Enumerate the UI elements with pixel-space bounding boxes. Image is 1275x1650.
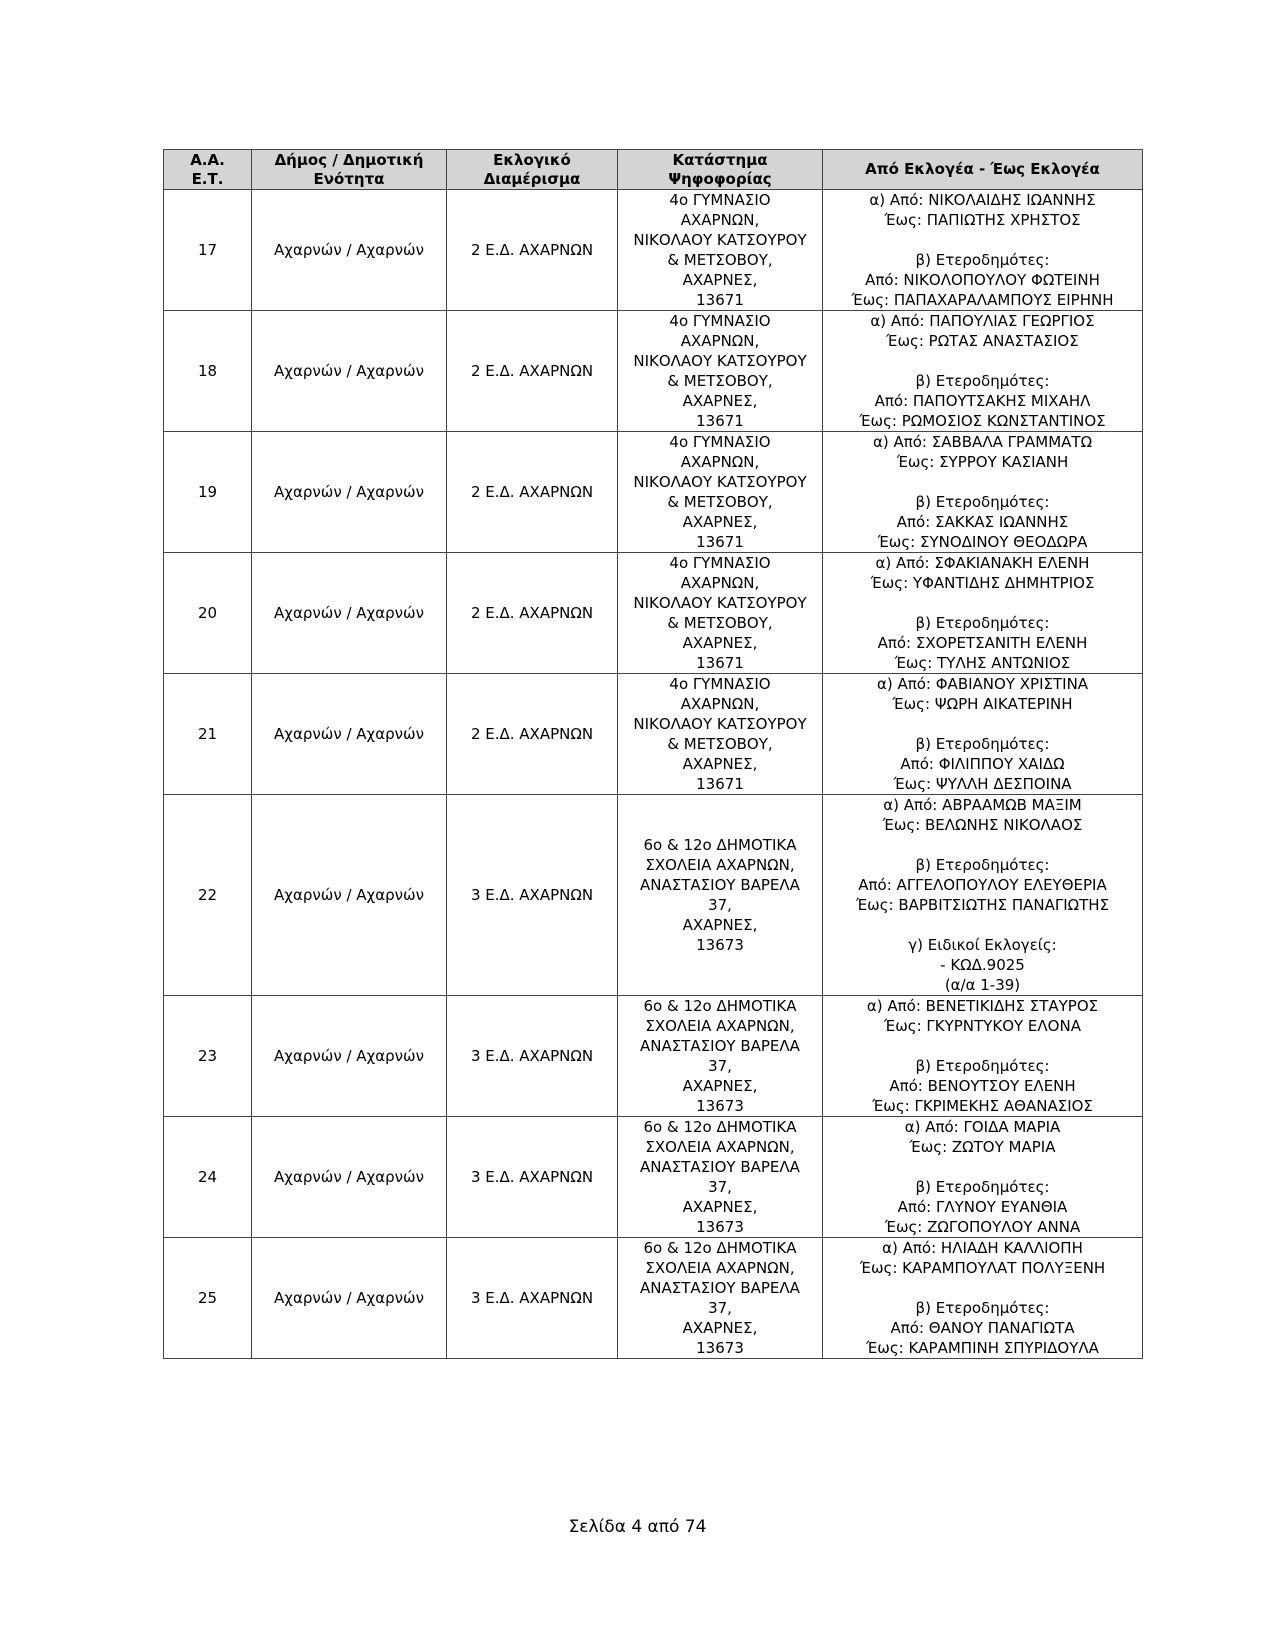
cell-district: 2 Ε.Δ. ΑΧΑΡΝΩΝ (447, 674, 618, 795)
table-header-row (164, 150, 1143, 190)
cell-voter-range: α) Από: ΣΑΒΒΑΛΑ ΓΡΑΜΜΑΤΩ Έως: ΣΥΡΡΟΥ ΚΑΣΙΑΝΗ β) Ετεροδημότες: Από: ΣΑΚΚΑΣ ΙΩΑΝΝΗΣ Έως: ΣΥΝΟΔΙΝΟΥ ΘΕΟΔΩΡΑ (823, 432, 1143, 553)
cell-voter-range: α) Από: ΗΛΙΑΔΗ ΚΑΛΛΙΟΠΗ Έως: ΚΑΡΑΜΠΟΥΛΑΤ ΠΟΛΥΞΕΝΗ β) Ετεροδημότες: Από: ΘΑΝΟΥ ΠΑΝΑΓΙΩΤΑ Έως: ΚΑΡΑΜΠΙΝΗ ΣΠΥΡΙΔΟΥΛΑ (823, 1238, 1143, 1359)
cell-voter-range: α) Από: ΠΑΠΟΥΛΙΑΣ ΓΕΩΡΓΙΟΣ Έως: ΡΩΤΑΣ ΑΝΑΣΤΑΣΙΟΣ β) Ετεροδημότες: Από: ΠΑΠΟΥΤΣΑΚΗΣ ΜΙΧΑΗΛ Έως: ΡΩΜΟΣΙΟΣ ΚΩΝΣΤΑΝΤΙΝΟΣ (823, 311, 1143, 432)
cell-polling-station: 6ο & 12ο ΔΗΜΟΤΙΚΑ ΣΧΟΛΕΙΑ ΑΧΑΡΝΩΝ, ΑΝΑΣΤΑΣΙΟΥ ΒΑΡΕΛΑ 37, ΑΧΑΡΝΕΣ, 13673 (618, 1238, 823, 1359)
cell-municipality: Αχαρνών / Αχαρνών (252, 1238, 447, 1359)
cell-district: 2 Ε.Δ. ΑΧΑΡΝΩΝ (447, 190, 618, 311)
cell-municipality: Αχαρνών / Αχαρνών (252, 311, 447, 432)
table-row (164, 1117, 1143, 1238)
cell-aa: 21 (164, 674, 252, 795)
cell-municipality: Αχαρνών / Αχαρνών (252, 432, 447, 553)
cell-aa: 24 (164, 1117, 252, 1238)
header-polling-station: Κατάστημα Ψηφοφορίας (618, 150, 823, 190)
cell-municipality: Αχαρνών / Αχαρνών (252, 674, 447, 795)
cell-aa: 17 (164, 190, 252, 311)
cell-aa: 23 (164, 996, 252, 1117)
cell-voter-range: α) Από: ΣΦΑΚΙΑΝΑΚΗ ΕΛΕΝΗ Έως: ΥΦΑΝΤΙΔΗΣ ΔΗΜΗΤΡΙΟΣ β) Ετεροδημότες: Από: ΣΧΟΡΕΤΣΑΝΙΤΗ ΕΛΕΝΗ Έως: ΤΥΛΗΣ ΑΝΤΩΝΙΟΣ (823, 553, 1143, 674)
cell-voter-range: α) Από: ΓΟΙΔΑ ΜΑΡΙΑ Έως: ΖΩΤΟΥ ΜΑΡΙΑ β) Ετεροδημότες: Από: ΓΛΥΝΟΥ ΕΥΑΝΘΙΑ Έως: ΖΩΓΟΠΟΥΛΟΥ ΑΝΝΑ (823, 1117, 1143, 1238)
cell-polling-station: 4ο ΓΥΜΝΑΣΙΟ ΑΧΑΡΝΩΝ, ΝΙΚΟΛΑΟΥ ΚΑΤΣΟΥΡΟΥ & ΜΕΤΣΟΒΟΥ, ΑΧΑΡΝΕΣ, 13671 (618, 553, 823, 674)
cell-voter-range: α) Από: ΦΑΒΙΑΝΟΥ ΧΡΙΣΤΙΝΑ Έως: ΨΩΡΗ ΑΙΚΑΤΕΡΙΝΗ β) Ετεροδημότες: Από: ΦΙΛΙΠΠΟΥ ΧΑΙΔΩ Έως: ΨΥΛΛΗ ΔΕΣΠΟΙΝΑ (823, 674, 1143, 795)
cell-voter-range: α) Από: ΒΕΝΕΤΙΚΙΔΗΣ ΣΤΑΥΡΟΣ Έως: ΓΚΥΡΝΤΥΚΟΥ ΕΛΟΝΑ β) Ετεροδημότες: Από: ΒΕΝΟΥΤΣΟΥ ΕΛΕΝΗ Έως: ΓΚΡΙΜΕΚΗΣ ΑΘΑΝΑΣΙΟΣ (823, 996, 1143, 1117)
cell-municipality: Αχαρνών / Αχαρνών (252, 553, 447, 674)
cell-municipality: Αχαρνών / Αχαρνών (252, 190, 447, 311)
page-number: Σελίδα 4 από 74 (568, 1517, 707, 1537)
cell-municipality: Αχαρνών / Αχαρνών (252, 996, 447, 1117)
table-row (164, 674, 1143, 795)
cell-district: 2 Ε.Δ. ΑΧΑΡΝΩΝ (447, 311, 618, 432)
table-row (164, 553, 1143, 674)
table-row (164, 190, 1143, 311)
cell-district: 3 Ε.Δ. ΑΧΑΡΝΩΝ (447, 795, 618, 996)
table-row (164, 311, 1143, 432)
cell-polling-station: 6ο & 12ο ΔΗΜΟΤΙΚΑ ΣΧΟΛΕΙΑ ΑΧΑΡΝΩΝ, ΑΝΑΣΤΑΣΙΟΥ ΒΑΡΕΛΑ 37, ΑΧΑΡΝΕΣ, 13673 (618, 1117, 823, 1238)
cell-aa: 22 (164, 795, 252, 996)
table-row (164, 1238, 1143, 1359)
cell-polling-station: 4ο ΓΥΜΝΑΣΙΟ ΑΧΑΡΝΩΝ, ΝΙΚΟΛΑΟΥ ΚΑΤΣΟΥΡΟΥ & ΜΕΤΣΟΒΟΥ, ΑΧΑΡΝΕΣ, 13671 (618, 311, 823, 432)
header-district: Εκλογικό Διαμέρισμα (447, 150, 618, 190)
header-voter-range: Από Εκλογέα - Έως Εκλογέα (823, 150, 1143, 190)
polling-stations-table (163, 149, 1143, 1359)
cell-aa: 18 (164, 311, 252, 432)
cell-polling-station: 4ο ΓΥΜΝΑΣΙΟ ΑΧΑΡΝΩΝ, ΝΙΚΟΛΑΟΥ ΚΑΤΣΟΥΡΟΥ & ΜΕΤΣΟΒΟΥ, ΑΧΑΡΝΕΣ, 13671 (618, 190, 823, 311)
cell-municipality: Αχαρνών / Αχαρνών (252, 1117, 447, 1238)
cell-district: 2 Ε.Δ. ΑΧΑΡΝΩΝ (447, 553, 618, 674)
cell-district: 2 Ε.Δ. ΑΧΑΡΝΩΝ (447, 432, 618, 553)
cell-voter-range: α) Από: ΝΙΚΟΛΑΙΔΗΣ ΙΩΑΝΝΗΣ Έως: ΠΑΠΙΩΤΗΣ ΧΡΗΣΤΟΣ β) Ετεροδημότες: Από: ΝΙΚΟΛΟΠΟΥΛΟΥ ΦΩΤΕΙΝΗ Έως: ΠΑΠΑΧΑΡΑΛΑΜΠΟΥΣ ΕΙΡΗΝΗ (823, 190, 1143, 311)
cell-district: 3 Ε.Δ. ΑΧΑΡΝΩΝ (447, 996, 618, 1117)
cell-district: 3 Ε.Δ. ΑΧΑΡΝΩΝ (447, 1117, 618, 1238)
cell-polling-station: 4ο ΓΥΜΝΑΣΙΟ ΑΧΑΡΝΩΝ, ΝΙΚΟΛΑΟΥ ΚΑΤΣΟΥΡΟΥ & ΜΕΤΣΟΒΟΥ, ΑΧΑΡΝΕΣ, 13671 (618, 432, 823, 553)
header-municipality: Δήμος / Δημοτική Ενότητα (252, 150, 447, 190)
header-aa: Α.Α. Ε.Τ. (164, 150, 252, 190)
cell-polling-station: 6ο & 12ο ΔΗΜΟΤΙΚΑ ΣΧΟΛΕΙΑ ΑΧΑΡΝΩΝ, ΑΝΑΣΤΑΣΙΟΥ ΒΑΡΕΛΑ 37, ΑΧΑΡΝΕΣ, 13673 (618, 996, 823, 1117)
cell-district: 3 Ε.Δ. ΑΧΑΡΝΩΝ (447, 1238, 618, 1359)
table-row (164, 795, 1143, 996)
table-row (164, 432, 1143, 553)
cell-polling-station: 4ο ΓΥΜΝΑΣΙΟ ΑΧΑΡΝΩΝ, ΝΙΚΟΛΑΟΥ ΚΑΤΣΟΥΡΟΥ & ΜΕΤΣΟΒΟΥ, ΑΧΑΡΝΕΣ, 13671 (618, 674, 823, 795)
cell-voter-range: α) Από: ΑΒΡΑΑΜΩΒ ΜΑΞΙΜ Έως: ΒΕΛΩΝΗΣ ΝΙΚΟΛΑΟΣ β) Ετεροδημότες: Από: ΑΓΓΕΛΟΠΟΥΛΟΥ ΕΛΕΥΘΕΡΙΑ Έως: ΒΑΡΒΙΤΣΙΩΤΗΣ ΠΑΝΑΓΙΩΤΗΣ γ) Ειδικοί Εκλογείς: - ΚΩΔ.9025 (α/α 1-39) (823, 795, 1143, 996)
table-row (164, 996, 1143, 1117)
cell-polling-station: 6ο & 12ο ΔΗΜΟΤΙΚΑ ΣΧΟΛΕΙΑ ΑΧΑΡΝΩΝ, ΑΝΑΣΤΑΣΙΟΥ ΒΑΡΕΛΑ 37, ΑΧΑΡΝΕΣ, 13673 (618, 795, 823, 996)
cell-aa: 19 (164, 432, 252, 553)
cell-aa: 25 (164, 1238, 252, 1359)
cell-aa: 20 (164, 553, 252, 674)
cell-municipality: Αχαρνών / Αχαρνών (252, 795, 447, 996)
